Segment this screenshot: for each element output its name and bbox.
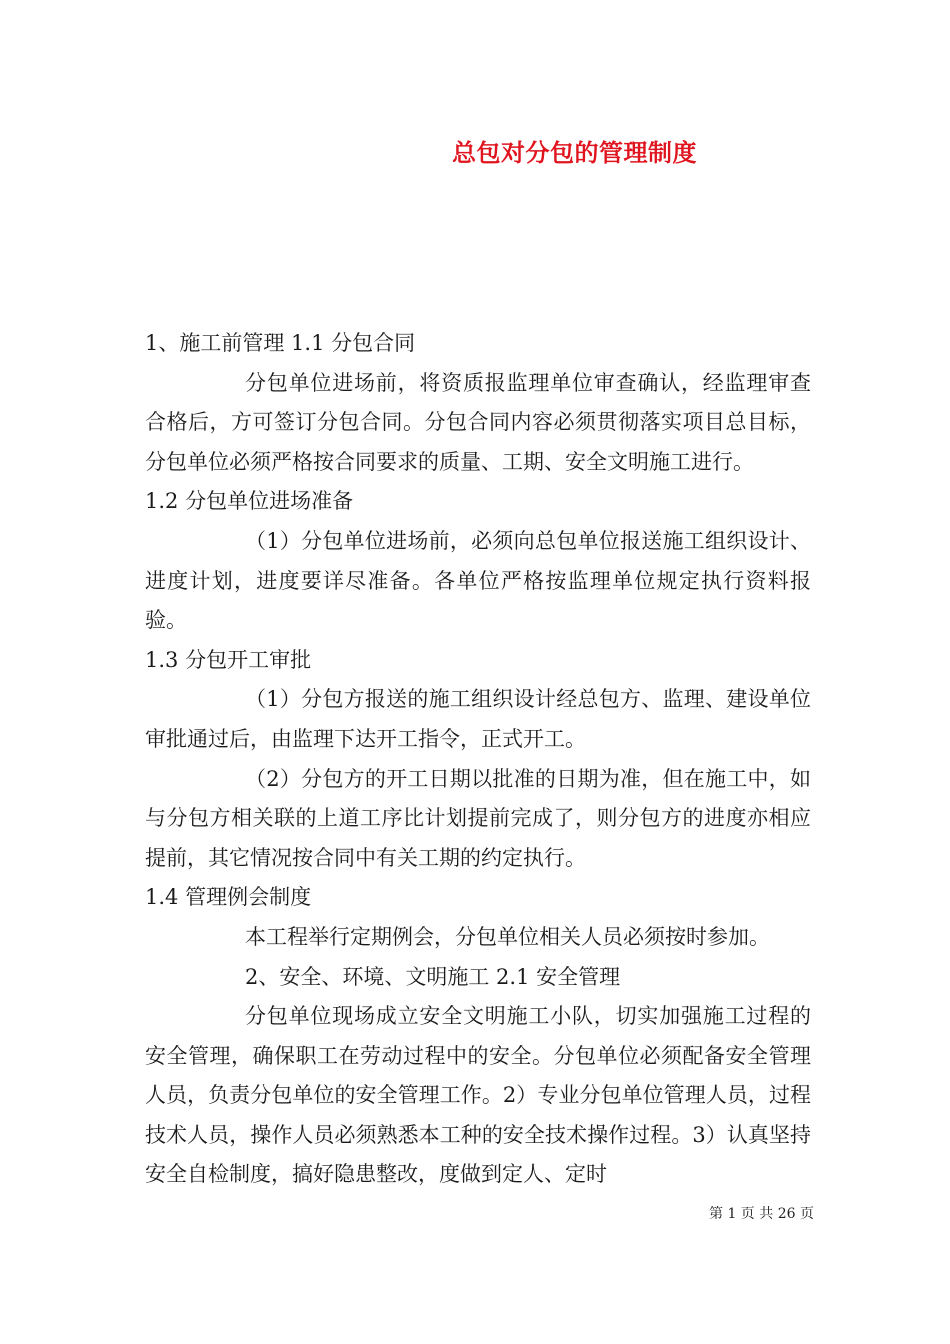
paragraph-subcontract: 分包单位进场前，将资质报监理单位审查确认，经监理审查合格后，方可签订分包合同。分包合同内容必须贯彻落实项目总目标，分包单位必须严格按合同要求的质量、工期、安全文明施工进行。	[145, 370, 811, 474]
paragraph-approval-1: （1）分包方报送的施工组织设计经总包方、监理、建设单位审批通过后，由监理下达开工指令，正式开工。	[145, 687, 811, 751]
paragraph-entry-prep: （1）分包单位进场前，必须向总包单位报送施工组织设计、进度计划，进度要详尽准备。各单位严格按监理单位规定执行资料报验。	[145, 528, 811, 633]
document-title: 总包对分包的管理制度	[452, 139, 697, 167]
section-heading-1-2: 1.2 分包单位进场准备	[145, 489, 354, 514]
section-heading-1-3: 1.3 分包开工审批	[145, 647, 312, 672]
section-heading-1-4: 1.4 管理例会制度	[145, 885, 312, 910]
page-number: 第 1 页 共 26 页	[709, 1206, 814, 1222]
document-body	[145, 324, 811, 1195]
paragraph-meeting: 本工程举行定期例会，分包单位相关人员必须按时参加。	[245, 924, 770, 949]
paragraph-safety: 分包单位现场成立安全文明施工小队，切实加强施工过程的安全管理，确保职工在劳动过程中的安全。分包单位必须配备安全管理人员，负责分包单位的安全管理工作。2）专业分包单位管理人员，过程技术人员，操作人员必须熟悉本工种的安全技术操作过程。3）认真坚持安全自检制度，搞好隐患整改，度做到定人、定时	[145, 1004, 811, 1187]
paragraph-approval-2: （2）分包方的开工日期以批准的日期为准，但在施工中，如与分包方相关联的上道工序比计划提前完成了，则分包方的进度亦相应提前，其它情况按合同中有关工期的约定执行。	[145, 766, 811, 870]
section-heading-2: 2、安全、环境、文明施工 2.1 安全管理	[245, 964, 621, 989]
section-heading-1: 1、施工前管理 1.1 分包合同	[145, 331, 416, 355]
